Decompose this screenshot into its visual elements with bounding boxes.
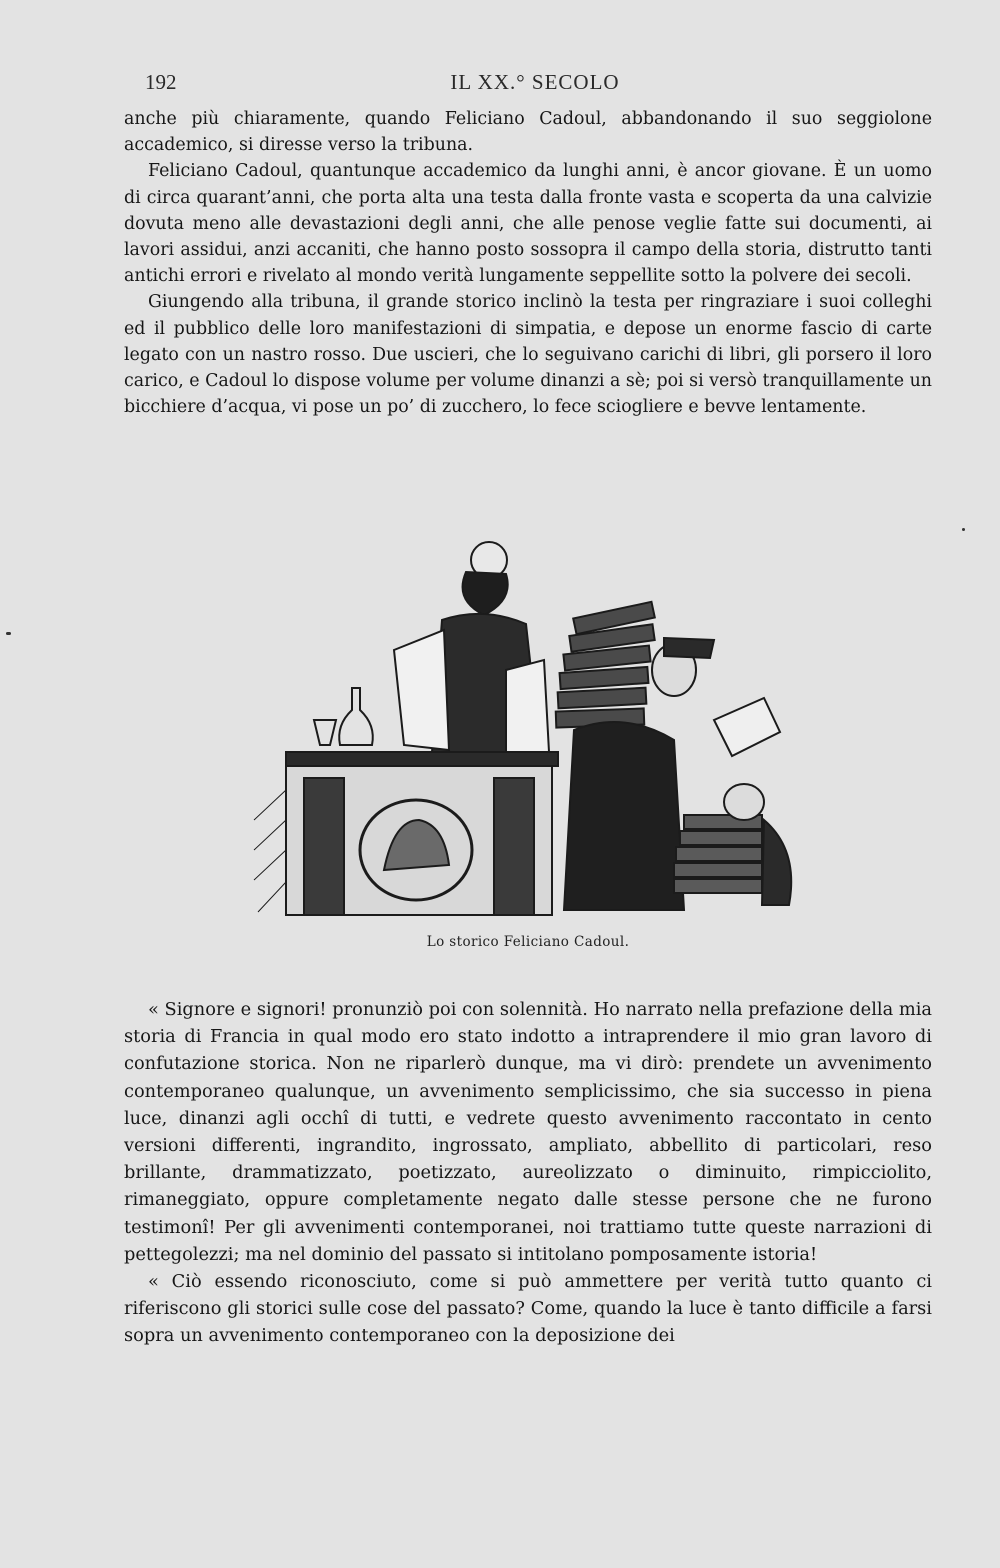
glass: [314, 720, 336, 745]
illustration-drawing: [244, 520, 804, 920]
ink-speck: [6, 632, 11, 635]
paragraph: « Ciò essendo riconosciuto, come si può ammettere per verità tutto quanto ci riferiscono gli storici sulle cose del passato? Come, quando la luce è tanto difficile a farsi sopra un avvenimento contemporaneo con la deposizione dei: [124, 1271, 932, 1347]
body-text-bottom: [124, 996, 932, 1350]
book-stack: [556, 602, 655, 728]
paragraph: anche più chiaramente, quando Feliciano Cadoul, abbandonando il suo seggiolone accademico, si diresse verso la tribuna.: [124, 109, 932, 156]
paragraph: Giungendo alla tribuna, il grande storico inclinò la testa per ringraziare i suoi colleghi ed il pubblico delle loro manifestazioni di simpatia, e depose un enorme fascio di carte legato con un nastro rosso. Due uscieri, che lo seguivano carichi di libri, gli porsero il loro carico, e Cadoul lo dispose volume per volume dinanzi a sè; poi si versò tranquillamente un bicchiere d’acqua, vi pose un po’ di zucchero, lo fece sciogliere e bevve lentamente.: [124, 292, 932, 418]
paragraph: « Signore e signori! pronunziò poi con solennità. Ho narrato nella prefazione della mia storia di Francia in qual modo ero stato indotto a intraprendere il mio gran lavoro di confutazione storica. Non ne riparlerò dunque, ma vi dirò: prendete un avvenimento contemporaneo qualunque, un avvenimento semplicissimo, che sia successo in piena luce, dinanzi agli occhî di tutti, e vedrete questo avvenimento raccontato in cento versioni differenti, ingrandito, ingrossato, ampliato, abbellito di particolari, reso brillante, drammatizzato, poetizzato, aureolizzato o diminuito, rimpicciolito, rimaneggiato, oppure completamente negato dalle stesse persone che ne furono testimonî! Per gli avvenimenti contemporanei, noi trattiamo tutte queste narrazioni di pettegolezzi; ma nel dominio del passato si intitolano pomposamente istoria!: [124, 999, 932, 1265]
ink-speck: [962, 528, 965, 531]
second-usher-head: [724, 784, 764, 820]
illustration: [244, 520, 804, 920]
second-book-stack: [674, 815, 762, 893]
usher-figure: [564, 722, 684, 910]
figure-caption: Lo storico Feliciano Cadoul.: [426, 934, 630, 950]
running-head: [145, 70, 925, 96]
flying-book: [714, 698, 780, 756]
carafe: [339, 688, 373, 745]
paragraph: Feliciano Cadoul, quantunque accademico da lunghi anni, è ancor giovane. È un uomo di circa quarant’anni, che porta alta una testa dalla fronte vasta e scoperta da una calvizie dovuta meno alle devastazioni degli anni, che alle penose veglie fatte sui documenti, ai lavori assidui, anzi accaniti, che hanno posto sossopra il campo della storia, distrutto tanti antichi errori e rivelato al mondo verità lungamente seppellite sotto la polvere dei secoli.: [124, 161, 932, 287]
page-number: 192: [145, 70, 177, 94]
body-text-top: [124, 106, 932, 420]
running-title: IL XX.° SECOLO: [450, 70, 620, 94]
